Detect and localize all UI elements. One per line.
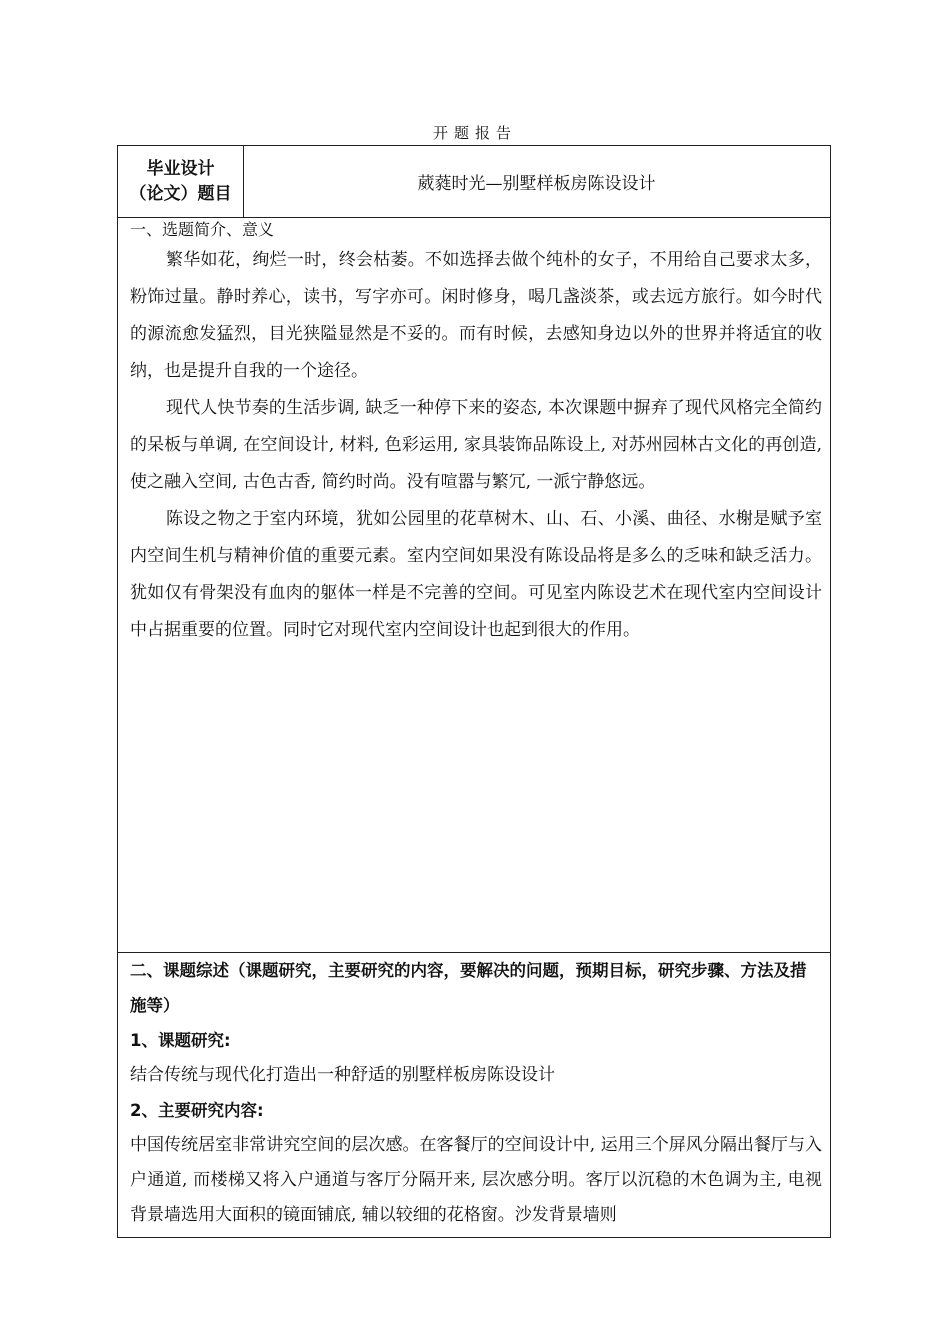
section2-heading: 二、课题综述（课题研究，主要研究的内容，要解决的问题，预期目标，研究步骤、方法及措施等） [130,961,807,1015]
topic-label-line2: （论文）题目 [129,183,232,204]
research-content-text: 中国传统居室非常讲究空间的层次感。在客餐厅的空间设计中, 运用三个屏风分隔出餐厅与入户通道, 而楼梯又将入户通道与客厅分隔开来, 层次感分明。客厅以沉稳的木色调为主, 电视背景墙选用大面积的镜面铺底, 辅以较细的花格窗。沙发背景墙则 [130,1135,822,1225]
research-content-heading: 2、主要研究内容: [130,1101,264,1120]
section1-heading: 一、选题简介、意义 [130,220,275,239]
section1-paragraph-1: 繁华如花，绚烂一时，终会枯萎。不如选择去做个纯朴的女子，不用给自己要求太多，粉饰过量。静时养心，读书，写字亦可。闲时修身，喝几盏淡茶，或去远方旅行。如今时代的源流愈发猛烈，目光狭隘显然是不妥的。而有时候，去感知身边以外的世界并将适宜的收纳，也是提升自我的一个途径。 [130,250,822,381]
section1-paragraph-2: 现代人快节奏的生活步调, 缺乏一种停下来的姿态, 本次课题中摒弃了现代风格完全简约的呆板与单调, 在空间设计, 材料, 色彩运用, 家具装饰品陈设上, 对苏州园林古文化的再创造, 使之融入空间, 古色古香, 简约时尚。没有喧嚣与繁冗, 一派宁静悠远。 [130,398,822,492]
report-title: 开题报告 [432,124,517,142]
research-topic-heading: 1、课题研究: [130,1031,231,1050]
research-topic-text: 结合传统与现代化打造出一种舒适的别墅样板房陈设设计 [130,1065,555,1085]
section1-paragraph-3: 陈设之物之于室内环境，犹如公园里的花草树木、山、石、小溪、曲径、水榭是赋予室内空间生机与精神价值的重要元素。室内空间如果没有陈设品将是多么的乏味和缺乏活力。犹如仅有骨架没有血肉的躯体一样是不完善的空间。可见室内陈设艺术在现代室内空间设计中占据重要的位置。同时它对现代室内空间设计也起到很大的作用。 [130,509,822,640]
section-overview [130,953,822,1233]
proposal-table [117,145,831,1238]
topic-label-line1: 毕业设计 [146,158,215,179]
topic-label [118,146,243,217]
topic-title: 葳蕤时光—别墅样板房陈设设计 [417,174,656,194]
section-intro [130,218,822,649]
